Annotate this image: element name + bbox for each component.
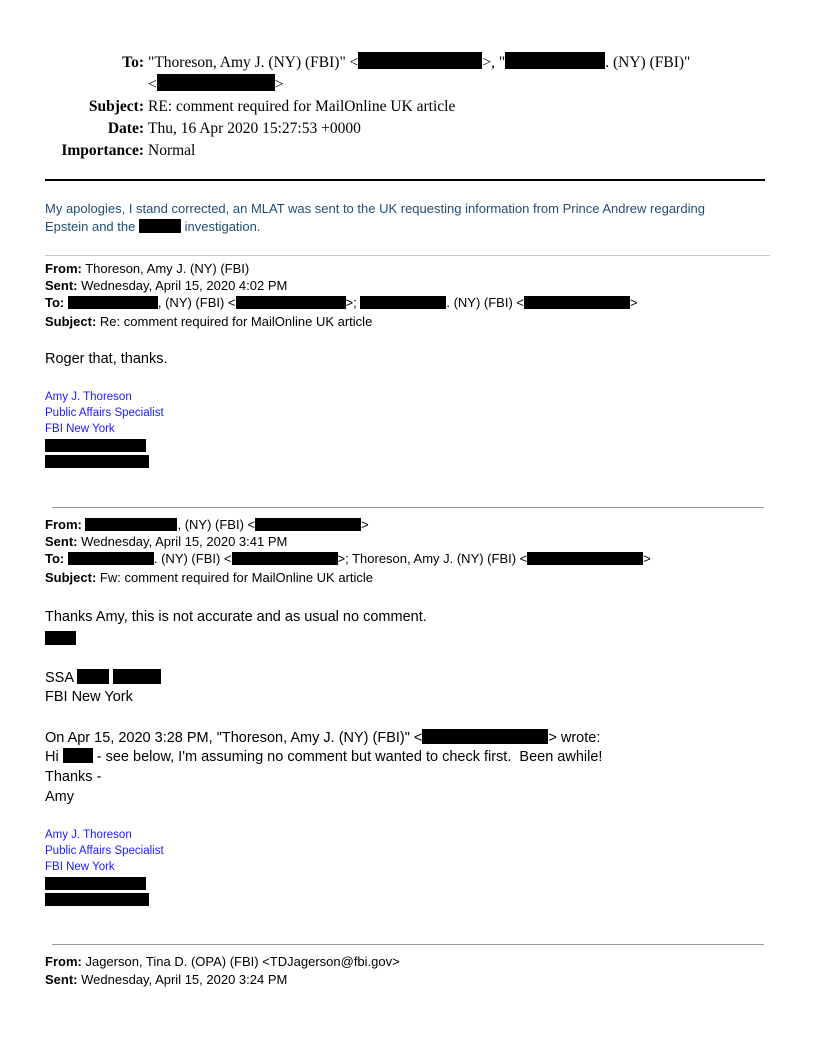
header-importance-row [0,140,816,162]
sig2-title: Public Affairs Specialist [45,845,164,857]
redaction [157,74,275,91]
header-subject-row [0,96,816,118]
header-importance-label: Importance: [61,142,144,159]
quoted-intro: On Apr 15, 2020 3:28 PM, "Thoreson, Amy J. (NY) (FBI)" < > wrote: [45,730,601,746]
redaction [63,748,93,763]
quoted-line: Hi - see below, I'm assuming no comment but wanted to check first. Been awhile! [45,749,603,765]
sig2-name: Amy J. Thoreson [45,829,132,841]
message-divider [52,944,764,945]
redaction [45,439,146,452]
header-subject-value: RE: comment required for MailOnline UK article [148,98,456,115]
redaction [139,219,181,233]
redaction [68,296,158,309]
email-header [0,52,816,162]
redaction [113,669,161,684]
redaction [360,296,446,309]
msg2-from: From: , (NY) (FBI) < > [45,517,369,532]
sig2-office: FBI New York [45,861,115,873]
msg2-ssa: SSA [45,668,161,688]
msg2-subject: Subject: Fw: comment required for MailOnline UK article [45,570,374,585]
msg1-body: Roger that, thanks. [45,351,168,367]
quoted-name: Amy [45,789,74,805]
redaction [45,455,149,468]
header-to-continuation: < > [148,76,284,93]
redaction [45,631,76,645]
message-divider [45,255,770,256]
redaction [524,296,630,309]
msg3-from: From: Jagerson, Tina D. (OPA) (FBI) <TDJagerson@fbi.gov> [45,954,400,969]
sig1-title: Public Affairs Specialist [45,407,164,419]
redaction [77,669,109,684]
msg1-subject: Subject: Re: comment required for MailOnline UK article [45,314,373,329]
sig1-office: FBI New York [45,423,115,435]
redaction [85,518,177,531]
message-divider [52,507,764,508]
msg1-sent: Sent: Wednesday, April 15, 2020 4:02 PM [45,278,288,293]
msg2-body: Thanks Amy, this is not accurate and as usual no comment. [45,609,427,625]
msg2-sent: Sent: Wednesday, April 15, 2020 3:41 PM [45,534,288,549]
msg1-from: From: Thoreson, Amy J. (NY) (FBI) [45,261,250,276]
msg2-office: FBI New York [45,689,133,705]
redaction [255,518,361,531]
quoted-thanks: Thanks - [45,769,102,785]
sig1-name: Amy J. Thoreson [45,391,132,403]
redaction [358,52,482,69]
note-line-1: My apologies, I stand corrected, an MLAT was sent to the UK requesting information from Prince Andrew regarding [45,201,705,216]
header-date-label: Date: [107,120,144,137]
header-date-row [0,118,816,140]
msg1-to: To: , (NY) (FBI) < >; . (NY) (FBI) < > [45,295,638,310]
redaction [45,893,149,906]
header-to-value: "Thoreson, Amy J. (NY) (FBI)" < >, " . (NY) (FBI)" [148,54,691,71]
header-date-value: Thu, 16 Apr 2020 15:27:53 +0000 [148,120,361,137]
redaction [45,877,146,890]
redaction [505,52,605,69]
msg2-to: To: . (NY) (FBI) < >; Thoreson, Amy J. (NY) (FBI) < > [45,551,651,566]
header-to-label: To: [122,54,144,71]
header-importance-value: Normal [148,142,196,159]
redaction [527,552,643,565]
header-to-row [0,52,816,74]
header-divider [45,179,765,181]
redaction [68,552,154,565]
header-subject-label: Subject: [88,98,144,115]
redaction [422,729,548,744]
redaction [232,552,338,565]
note-line-2: Epstein and the investigation. [45,219,261,234]
redaction [236,296,346,309]
msg3-sent: Sent: Wednesday, April 15, 2020 3:24 PM [45,972,288,987]
